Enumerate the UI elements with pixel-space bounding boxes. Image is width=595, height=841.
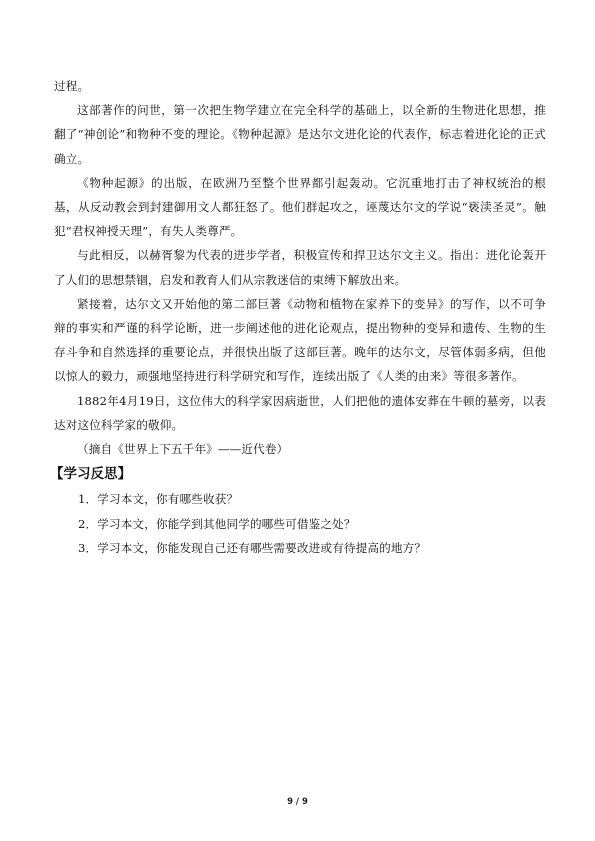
paragraph-second-work: 紧接着，达尔文又开始他的第二部巨著《动物和植物在家养下的变异》的写作，以不可争辩的事实和严谨的科学论断，进一步阐述他的进化论观点，提出物种的变异和遗传、生物的生存斗争和自然选择的重要论点，并很快出版了这部巨著。晚年的达尔文，尽管体弱多病，但他以惊人的毅力，顽强地坚持进行科学研究和写作，连续出版了《人类的由来》等很多著作。 <box>54 296 546 384</box>
source-citation: （摘自《世界上下五千年》——近代卷） <box>77 442 289 457</box>
paragraph-death: 1882年4月19日，这位伟大的科学家因病逝世，人们把他的遗体安葬在牛顿的墓旁，以表达对这位科学家的敬仰。 <box>54 393 546 432</box>
reflection-question: 2．学习本文，你能学到其他同学的哪些可借鉴之处？ <box>78 516 356 531</box>
reflection-question: 1．学习本文，你有哪些收获？ <box>78 492 239 507</box>
page-number: 9 / 9 <box>287 797 308 807</box>
paragraph-continuation: 过程。 <box>54 79 90 93</box>
reflection-heading: 【学习反思】 <box>50 467 132 483</box>
paragraph-support: 与此相反，以赫胥黎为代表的进步学者，积极宣传和捍卫达尔文主义。指出：进化论轰开了人们的思想禁锢，启发和教育人们从宗教迷信的束缚下解放出来。 <box>54 248 546 287</box>
reflection-question: 3．学习本文，你能发现自己还有哪些需要改进或有待提高的地方？ <box>78 541 427 556</box>
reflection-question-list <box>54 487 546 561</box>
paragraph-reaction: 《物种起源》的出版，在欧洲乃至整个世界都引起轰动。它沉重地打击了神权统治的根基，从反动教会到封建御用文人都狂怒了。他们群起攻之，诬蔑达尔文的学说“亵渎圣灵”。触犯“君权神授天理”，有失人类尊严。 <box>54 175 546 239</box>
document-body <box>50 74 546 561</box>
paragraph-significance: 这部著作的问世，第一次把生物学建立在完全科学的基础上，以全新的生物进化思想，推翻了“神创论”和物种不变的理论。《物种起源》是达尔文进化论的代表作，标志着进化论的正式确立。 <box>54 103 546 166</box>
